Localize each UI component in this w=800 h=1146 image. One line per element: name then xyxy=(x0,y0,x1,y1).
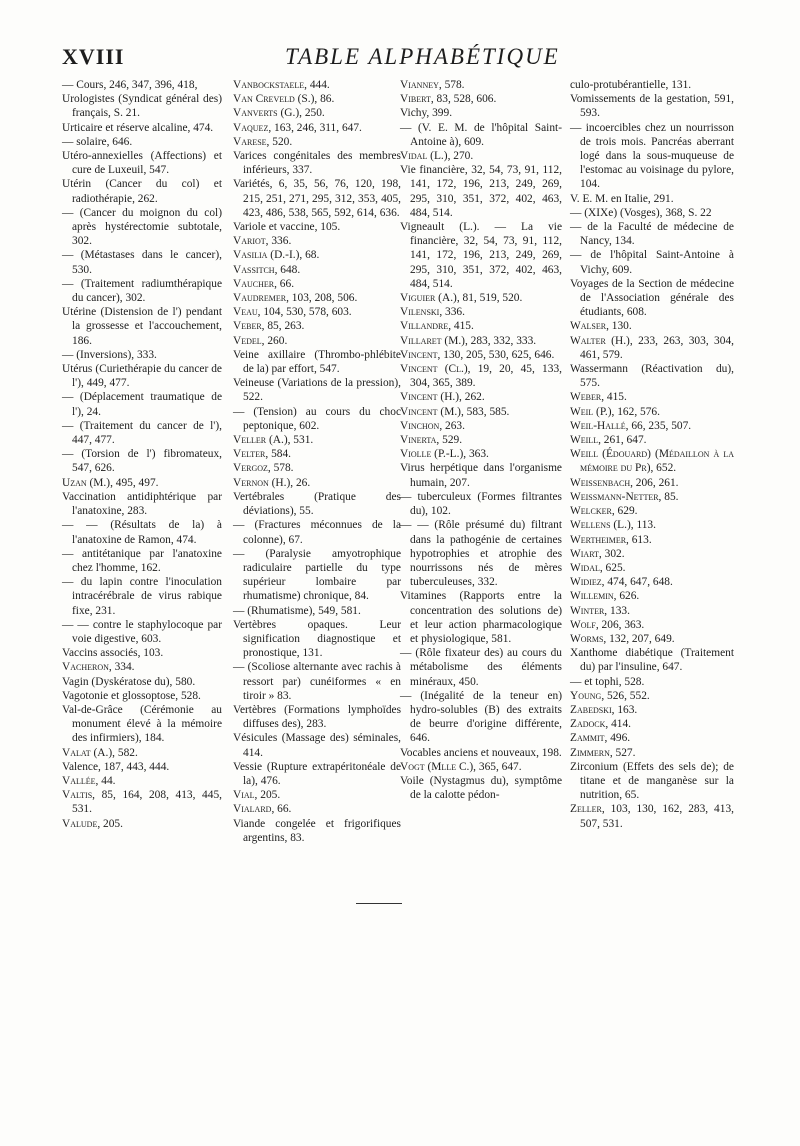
index-entry: Winter, 133. xyxy=(570,604,630,617)
index-entry: Vernon (H.), 26. xyxy=(233,476,311,489)
index-entry: culo-protubérantielle, 131. xyxy=(570,79,692,91)
index-entry: Widiez, 474, 647, 648. xyxy=(570,576,673,589)
index-entry: — (Torsion de l') fibromateux, 547, 626. xyxy=(62,448,222,475)
index-entry: Wertheimer, 613. xyxy=(570,533,652,546)
index-entry: Villandre, 415. xyxy=(400,320,474,333)
index-entry: — (Cancer du moignon du col) après hystérectomie subtotale, 302. xyxy=(62,206,222,248)
index-entry: Vial, 205. xyxy=(233,789,281,802)
index-entry: Vincent (M.), 583, 585. xyxy=(400,405,510,418)
index-entry: — antitétanique par l'anatoxine chez l'homme, 162. xyxy=(62,547,222,574)
index-entry: Vinerta, 529. xyxy=(400,434,463,447)
index-entry: Vallée, 44. xyxy=(62,774,116,787)
index-entry: Vergoz, 578. xyxy=(233,462,294,475)
index-entry: Wiart, 302. xyxy=(570,547,625,560)
index-entry: Vie financière, 32, 54, 73, 91, 112, 141, 172, 196, 213, 249, 269, 295, 310, 351, 372, 402, 463, 484, 514. xyxy=(400,164,562,219)
index-entry: Vésicules (Massage des) séminales, 414. xyxy=(233,732,401,759)
index-entry: Uzan (M.), 495, 497. xyxy=(62,476,159,489)
index-entry: Weissmann-Netter, 85. xyxy=(570,490,679,503)
index-entry: Viguier (A.), 81, 519, 520. xyxy=(400,292,523,305)
index-entry: Vertèbres opaques. Leur signification diagnostique et pronostique, 131. xyxy=(233,618,401,660)
index-entry: — — (Résultats de la) à l'anatoxine de Ramon, 474. xyxy=(62,519,222,546)
index-entry: Xanthome diabétique (Traitement du) par l'insuline, 647. xyxy=(570,647,734,674)
index-entry: — (V. E. M. de l'hôpital Saint-Antoine à), 609. xyxy=(400,121,562,148)
index-entry: Weill, 261, 647. xyxy=(570,434,647,447)
index-entry: Valude, 205. xyxy=(62,817,123,830)
index-entry: Zirconium (Effets des sels de); de titane et de manganèse sur la nutrition, 65. xyxy=(570,760,734,802)
index-entry: Vincent (Cl.), 19, 20, 45, 133, 304, 365, 389. xyxy=(400,363,562,390)
index-entry: Voyages de la Section de médecine de l'Association générale des étudiants, 608. xyxy=(570,277,734,319)
index-entry: Velter, 584. xyxy=(233,448,292,461)
index-entry: Vilenski, 336. xyxy=(400,306,465,319)
index-entry: Voile (Nystagmus du), symptôme de la calotte pédon- xyxy=(400,774,562,802)
index-entry: Vincent, 130, 205, 530, 625, 646. xyxy=(400,348,555,361)
index-entry: Urologistes (Syndicat général des) français, S. 21. xyxy=(62,93,222,120)
index-entry: Virus herpétique dans l'organisme humain, 207. xyxy=(400,462,562,489)
index-entry: Vigneault (L.). — La vie financière, 32, 54, 73, 91, 112, 141, 172, 196, 213, 249, 269, 295, 310, 351, 372, 402, 463, 484, 514. xyxy=(400,221,562,290)
index-entry: Young, 526, 552. xyxy=(570,689,650,702)
index-entry: Vialard, 66. xyxy=(233,803,292,816)
index-entry: Veineuse (Variations de la pression), 522. xyxy=(233,377,401,404)
index-entry: Vidal (L.), 270. xyxy=(400,150,474,163)
index-entry: Vagin (Dyskératose du), 580. xyxy=(62,675,196,688)
index-entry: Veine axillaire (Thrombo-phlébite de la) par effort, 547. xyxy=(233,348,401,376)
index-entry: Van Creveld (S.), 86. xyxy=(233,93,335,106)
index-entry: Weil-Hallé, 66, 235, 507. xyxy=(570,419,692,432)
index-entry: Vassitch, 648. xyxy=(233,263,301,276)
index-entry: Varese, 520. xyxy=(233,135,293,148)
index-entry: — — (Rôle présumé du) filtrant dans la pathogénie de certaines hypotrophies et atrophie des nourrissons nés de mères tuberculeuses, 332. xyxy=(400,519,562,589)
page-number: XVIII xyxy=(62,44,125,69)
index-entry: Vagotonie et glossoptose, 528. xyxy=(62,689,201,702)
index-entry: Violle (P.-L.), 363. xyxy=(400,448,489,461)
index-entry: Weissenbach, 206, 261. xyxy=(570,476,679,489)
index-entry: — (Rôle fixateur des) au cours du métabolisme des éléments minéraux, 450. xyxy=(400,647,562,688)
index-entry: — (Traitement radiumthérapique du cancer), 302. xyxy=(62,277,222,305)
index-entry: — (Inégalité de la teneur en) hydro-solubles (B) des extraits de beurre d'origine différente, 646. xyxy=(400,689,562,745)
index-entry: Wassermann (Réactivation du), 575. xyxy=(570,363,734,390)
index-entry: Val-de-Grâce (Cérémonie au monument élevé à la mémoire des infirmiers), 184. xyxy=(62,703,222,745)
index-entry: Vanbockstaele, 444. xyxy=(233,79,330,91)
index-column-4 xyxy=(570,78,734,831)
index-entry: Widal, 625. xyxy=(570,561,626,574)
index-entry: V. E. M. en Italie, 291. xyxy=(570,192,674,205)
page-title: TABLE ALPHABÉTIQUE xyxy=(285,44,560,69)
index-entry: Vanverts (G.), 250. xyxy=(233,107,325,120)
index-entry: Willemin, 626. xyxy=(570,590,640,603)
index-entry: — incoercibles chez un nourrisson de trois mois. Pancréas aberrant logé dans la sous-muqueuse de l'estomac au voisinage du pylore, 104. xyxy=(570,121,734,191)
index-entry: Vessie (Rupture extrapéritonéale de la), 476. xyxy=(233,760,401,787)
index-entry: Veller (A.), 531. xyxy=(233,434,314,447)
index-entry: Vaccins associés, 103. xyxy=(62,647,164,660)
index-column-1 xyxy=(62,78,222,831)
index-entry: — — contre le staphylocoque par voie digestive, 603. xyxy=(62,618,222,645)
index-entry: Valtis, 85, 164, 208, 413, 445, 531. xyxy=(62,789,222,816)
index-column-3 xyxy=(400,78,562,802)
index-entry: Valence, 187, 443, 444. xyxy=(62,760,170,773)
index-entry: Weill (Édouard) (Médaillon à la mémoire du Pr), 652. xyxy=(570,448,734,475)
index-entry: Vibert, 83, 528, 606. xyxy=(400,93,497,106)
index-entry: Worms, 132, 207, 649. xyxy=(570,632,675,645)
index-entry: Vocables anciens et nouveaux, 198. xyxy=(400,746,562,759)
index-entry: Wolf, 206, 363. xyxy=(570,618,645,631)
index-entry: Vaudremer, 103, 208, 506. xyxy=(233,292,358,305)
index-entry: Utérin (Cancer du col) et radiothérapie, 262. xyxy=(62,178,222,205)
index-entry: — (Tension) au cours du choc peptonique, 602. xyxy=(233,405,401,432)
index-column-2 xyxy=(233,78,401,845)
index-entry: — (Déplacement traumatique de l'), 24. xyxy=(62,391,222,418)
index-entry: Vaucher, 66. xyxy=(233,277,295,290)
index-entry: — (Scoliose alternante avec rachis à ressort par) cunéiformes « en tiroir » 83. xyxy=(233,661,401,702)
index-entry: — (Fractures méconnues de la colonne), 67. xyxy=(233,519,401,546)
index-entry: Viande congelée et frigorifiques argentins, 83. xyxy=(233,817,401,844)
index-entry: Veau, 104, 530, 578, 603. xyxy=(233,306,352,319)
index-entry: Zeller, 103, 130, 162, 283, 413, 507, 531. xyxy=(570,803,734,830)
index-entry: — (Métastases dans le cancer), 530. xyxy=(62,249,222,276)
index-entry: — de la Faculté de médecine de Nancy, 134. xyxy=(570,221,734,248)
index-entry: Vitamines (Rapports entre la concentration des solutions de) et leur action pharmacologique et physiologique, 581. xyxy=(400,590,562,645)
index-entry: Weil (P.), 162, 576. xyxy=(570,405,660,418)
index-entry: Varices congénitales des membres inférieurs, 337. xyxy=(233,150,401,177)
index-entry: — de l'hôpital Saint-Antoine à Vichy, 609. xyxy=(570,249,734,276)
index-entry: — et tophi, 528. xyxy=(570,675,645,688)
index-entry: Vinchon, 263. xyxy=(400,419,465,432)
index-entry: Vacheron, 334. xyxy=(62,661,135,674)
index-entry: — tuberculeux (Formes filtrantes du), 102. xyxy=(400,490,562,518)
index-entry: Vaccination antidiphtérique par l'anatoxine, 283. xyxy=(62,490,222,518)
index-entry: Zammit, 496. xyxy=(570,732,631,745)
index-entry: Utérus (Curiethérapie du cancer de l'), 449, 477. xyxy=(62,363,222,390)
index-entry: Wellens (L.), 113. xyxy=(570,519,656,532)
index-entry: Walser, 130. xyxy=(570,320,632,333)
index-entry: — (XIXe) (Vosges), 368, S. 22 xyxy=(570,206,712,219)
index-entry: Variétés, 6, 35, 56, 76, 120, 198, 215, 251, 271, 295, 312, 353, 405, 423, 486, 538, 565, 592, 614, 636. xyxy=(233,178,401,219)
index-entry: Utérine (Distension de l') pendant la grossesse et l'accouchement, 186. xyxy=(62,306,222,347)
index-entry: Walter (H.), 233, 263, 303, 304, 461, 579. xyxy=(570,334,734,361)
index-entry: Vichy, 399. xyxy=(400,107,453,120)
index-entry: Vaquez, 163, 246, 311, 647. xyxy=(233,121,362,134)
index-entry: Variot, 336. xyxy=(233,235,292,248)
index-entry: Welcker, 629. xyxy=(570,505,638,518)
index-entry: Vomissements de la gestation, 591, 593. xyxy=(570,93,734,120)
end-rule xyxy=(356,903,402,904)
index-entry: Vianney, 578. xyxy=(400,79,465,91)
index-entry: — (Paralysie amyotrophique radiculaire partielle du type supérieur lombaire par rhumatisme) chronique, 84. xyxy=(233,547,401,603)
index-entry: — solaire, 646. xyxy=(62,135,133,148)
index-entry: Zadock, 414. xyxy=(570,718,632,731)
index-entry: Zabedski, 163. xyxy=(570,703,638,716)
index-entry: Vertébrales (Pratique des déviations), 55. xyxy=(233,490,401,518)
index-entry: Vedel, 260. xyxy=(233,334,288,347)
index-entry: Urticaire et réserve alcaline, 474. xyxy=(62,121,214,134)
index-entry: Vogt (Mlle C.), 365, 647. xyxy=(400,760,522,773)
index-entry: — (Rhumatisme), 549, 581. xyxy=(233,604,361,617)
index-entry: Vasilia (D.-I.), 68. xyxy=(233,249,320,262)
index-entry: — du lapin contre l'inoculation intracérébrale de virus rabique fixe, 231. xyxy=(62,576,222,617)
index-entry: — (Traitement du cancer de l'), 447, 477. xyxy=(62,419,222,447)
index-entry: Valat (A.), 582. xyxy=(62,746,138,759)
index-entry: Variole et vaccine, 105. xyxy=(233,221,341,234)
index-entry: Utéro-annexielles (Affections) et cure de Luxeuil, 547. xyxy=(62,150,222,177)
index-entry: Villaret (M.), 283, 332, 333. xyxy=(400,334,537,347)
index-entry: Zimmern, 527. xyxy=(570,746,636,759)
index-entry: Veber, 85, 263. xyxy=(233,320,305,333)
index-entry: Weber, 415. xyxy=(570,391,627,404)
index-entry: — (Inversions), 333. xyxy=(62,348,157,361)
index-entry: — Cours, 246, 347, 396, 418, xyxy=(62,79,198,91)
index-entry: Vertèbres (Formations lymphoïdes diffuses des), 283. xyxy=(233,703,401,731)
index-entry: Vincent (H.), 262. xyxy=(400,391,485,404)
